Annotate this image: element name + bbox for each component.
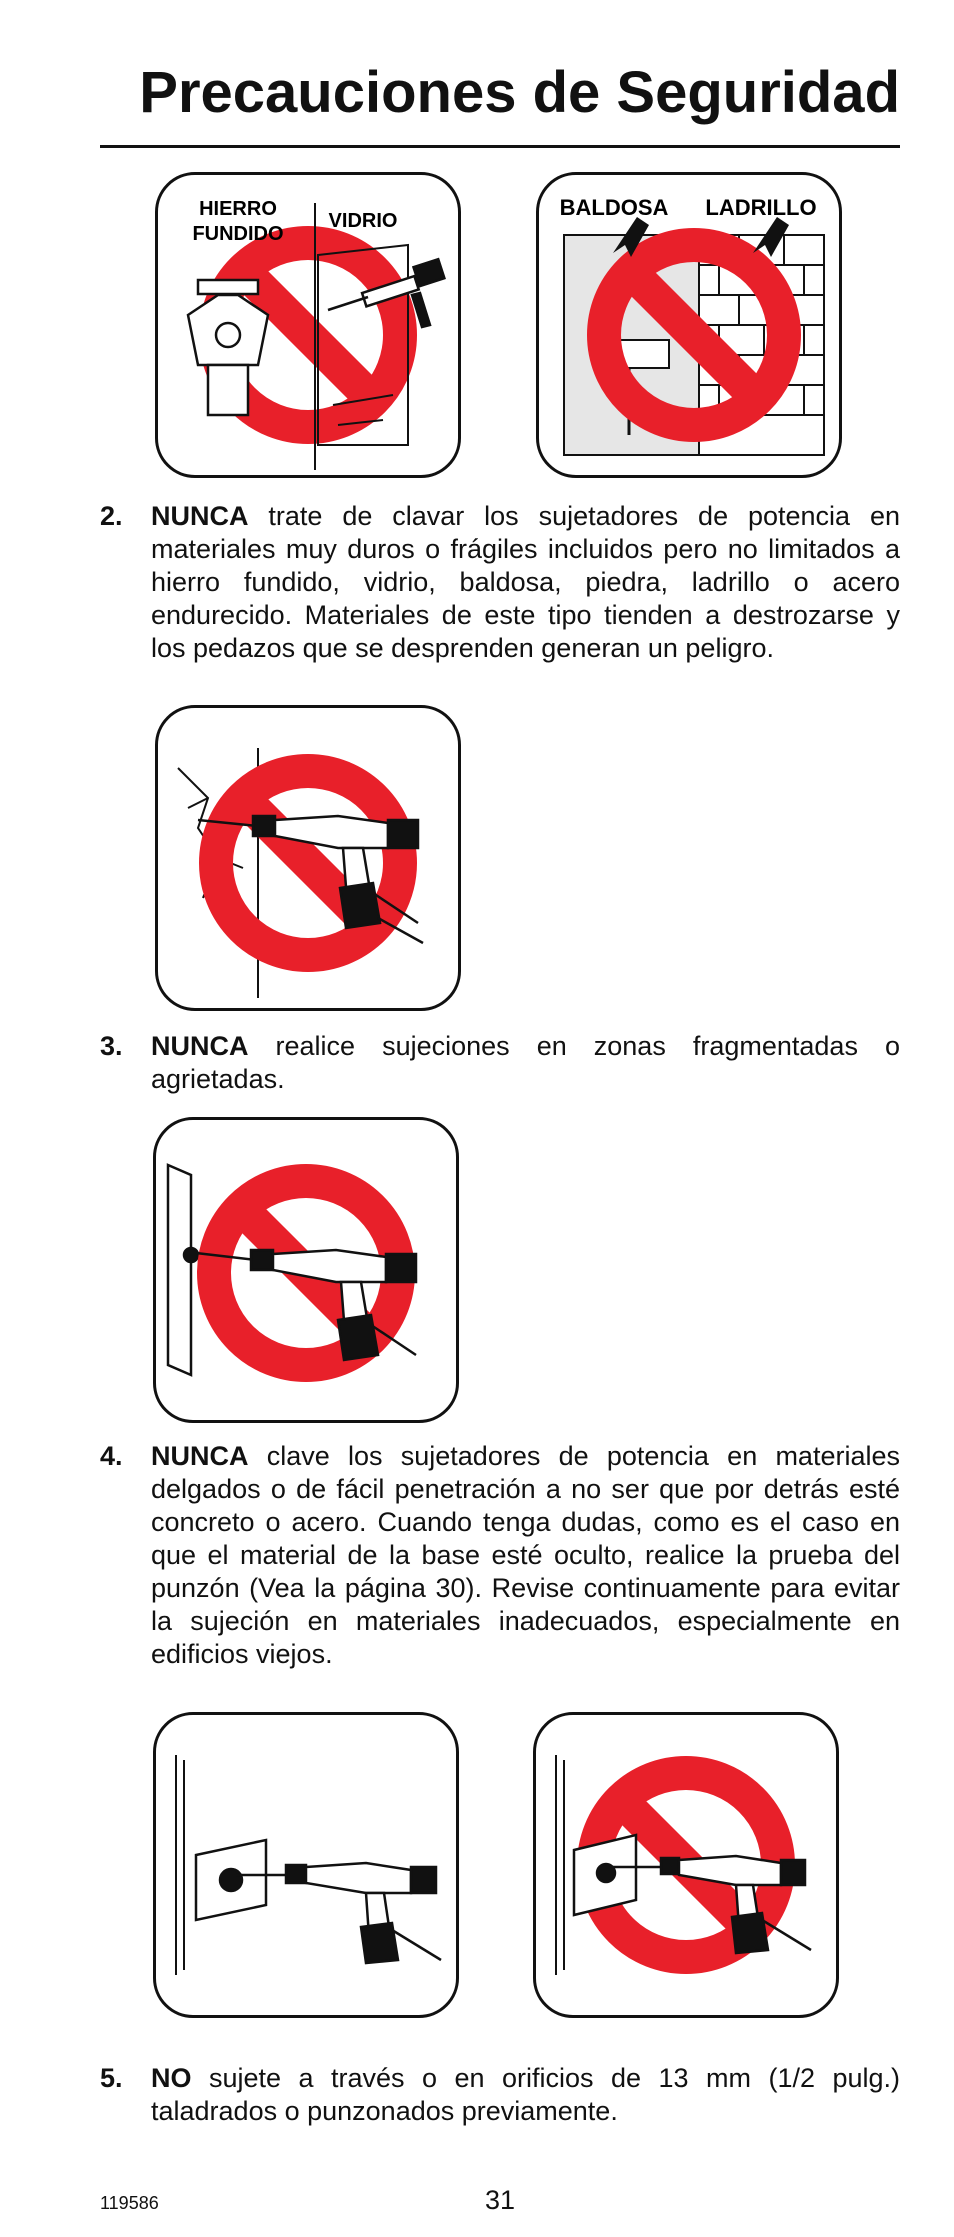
- item-number: 3.: [100, 1031, 123, 1061]
- wall-icon: [556, 1755, 564, 1975]
- thin-panel-icon: [168, 1165, 198, 1375]
- item-number: 5.: [100, 2063, 123, 2093]
- item-keyword: NUNCA: [151, 1441, 249, 1471]
- list-item: [100, 1440, 900, 1671]
- item-number: 4.: [100, 1441, 123, 1471]
- label-ladrillo: LADRILLO: [705, 195, 817, 220]
- label-vidrio: VIDRIO: [328, 210, 398, 232]
- plate-with-hole-icon: [574, 1835, 636, 1915]
- document-code: 119586: [100, 2193, 159, 2213]
- illustration-hole-incorrect: [533, 1712, 839, 2018]
- illustration-cracked-surface: [155, 705, 461, 1011]
- wall-icon: [176, 1755, 184, 1975]
- item-keyword: NUNCA: [151, 1031, 249, 1061]
- item-text: realice sujeciones en zonas fragmentadas o agrietadas.: [151, 1031, 900, 1094]
- illustration-thin-material: [153, 1117, 459, 1423]
- label-baldosa: BALDOSA: [559, 195, 669, 220]
- list-item: [100, 1030, 900, 1096]
- illustration-hole-correct: [153, 1712, 459, 2018]
- list-item: [100, 2062, 900, 2128]
- title-rule: [100, 145, 900, 148]
- prohibition-sign-icon: [216, 771, 400, 955]
- item-keyword: NO: [151, 2063, 192, 2093]
- label-fundido: FUNDIDO: [192, 223, 284, 245]
- plate-with-hole-icon: [196, 1840, 266, 1920]
- item-text: trate de clavar los sujetadores de potencia en materiales muy duros o frágiles incluidos pero no limitados a hierro fundido, vidrio, baldosa, piedra, ladrillo o acero endurecido. Materiales de este tipo tienden a destrozarse y los pedazos que se desprenden generan un peligro.: [151, 501, 900, 663]
- illustration-cast-iron-glass: [155, 172, 461, 478]
- item-text: clave los sujetadores de potencia en materiales delgados o de fácil penetración a no ser que por detrás esté concreto o acero. Cuando tenga dudas, como es el caso en que el material de la base esté oculto, realice la prueba del punzón (Vea la página 30). Revise continuamente para evitar la sujeción en materiales inadecuados, especialmente en edificios viejos.: [151, 1441, 900, 1669]
- page-number: 31: [484, 2185, 516, 2215]
- illustration-tile-brick: [536, 172, 842, 478]
- item-text: sujete a través o en orificios de 13 mm (1/2 pulg.) taladrados o punzonados previamente.: [151, 2063, 900, 2126]
- list-item: [100, 500, 900, 665]
- item-number: 2.: [100, 501, 123, 531]
- item-keyword: NUNCA: [151, 501, 249, 531]
- label-hierro: HIERRO: [199, 198, 277, 220]
- page-title: Precauciones de Seguridad: [139, 60, 900, 125]
